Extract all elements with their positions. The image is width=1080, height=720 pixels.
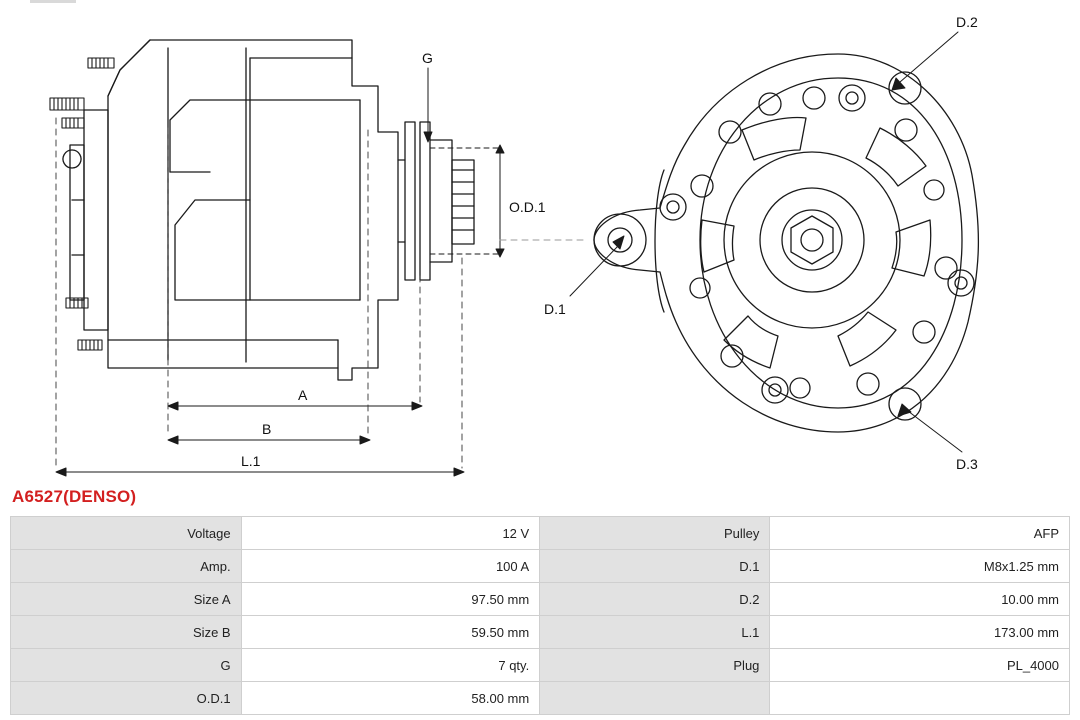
spec-label-voltage: Voltage bbox=[11, 517, 242, 550]
spec-value-plug: PL_4000 bbox=[770, 649, 1070, 682]
spec-value-blank bbox=[770, 682, 1070, 715]
table-row bbox=[11, 616, 1070, 649]
spec-label-plug: Plug bbox=[540, 649, 770, 682]
label-a: A bbox=[298, 387, 308, 403]
front-view-leaders bbox=[570, 32, 962, 452]
spec-label-size-a: Size A bbox=[11, 583, 242, 616]
spec-label-amp: Amp. bbox=[11, 550, 242, 583]
side-view-pulley bbox=[398, 122, 474, 280]
side-view-body bbox=[50, 40, 398, 380]
spec-value-amp: 100 A bbox=[241, 550, 540, 583]
dimension-od1 bbox=[430, 145, 586, 257]
leader-g bbox=[424, 68, 432, 142]
spec-label-d2: D.2 bbox=[540, 583, 770, 616]
spec-value-od1: 58.00 mm bbox=[241, 682, 540, 715]
table-row bbox=[11, 517, 1070, 550]
label-d3: D.3 bbox=[956, 456, 978, 472]
spec-value-d2: 10.00 mm bbox=[770, 583, 1070, 616]
label-od1: O.D.1 bbox=[509, 199, 546, 215]
table-row bbox=[11, 649, 1070, 682]
dimension-a bbox=[168, 402, 422, 410]
dimension-l1 bbox=[56, 468, 464, 476]
table-row bbox=[11, 583, 1070, 616]
spec-label-d1: D.1 bbox=[540, 550, 770, 583]
spec-label-size-b: Size B bbox=[11, 616, 242, 649]
spec-value-l1: 173.00 mm bbox=[770, 616, 1070, 649]
spec-label-l1: L.1 bbox=[540, 616, 770, 649]
spec-value-d1: M8x1.25 mm bbox=[770, 550, 1070, 583]
front-view-body bbox=[594, 54, 978, 432]
spec-label-g: G bbox=[11, 649, 242, 682]
spec-label-od1: O.D.1 bbox=[11, 682, 242, 715]
page-title: A6527(DENSO) bbox=[12, 487, 137, 506]
spec-label-pulley: Pulley bbox=[540, 517, 770, 550]
spec-value-pulley: AFP bbox=[770, 517, 1070, 550]
label-g: G bbox=[422, 50, 433, 66]
dimension-b bbox=[168, 436, 370, 444]
table-row bbox=[11, 550, 1070, 583]
label-d1: D.1 bbox=[544, 301, 566, 317]
spec-value-voltage: 12 V bbox=[241, 517, 540, 550]
spec-value-size-b: 59.50 mm bbox=[241, 616, 540, 649]
spec-label-blank bbox=[540, 682, 770, 715]
spec-value-g: 7 qty. bbox=[241, 649, 540, 682]
spec-value-size-a: 97.50 mm bbox=[241, 583, 540, 616]
label-b: B bbox=[262, 421, 272, 437]
specifications-table bbox=[10, 516, 1070, 715]
label-d2: D.2 bbox=[956, 14, 978, 30]
label-l1: L.1 bbox=[241, 453, 261, 469]
table-row bbox=[11, 682, 1070, 715]
